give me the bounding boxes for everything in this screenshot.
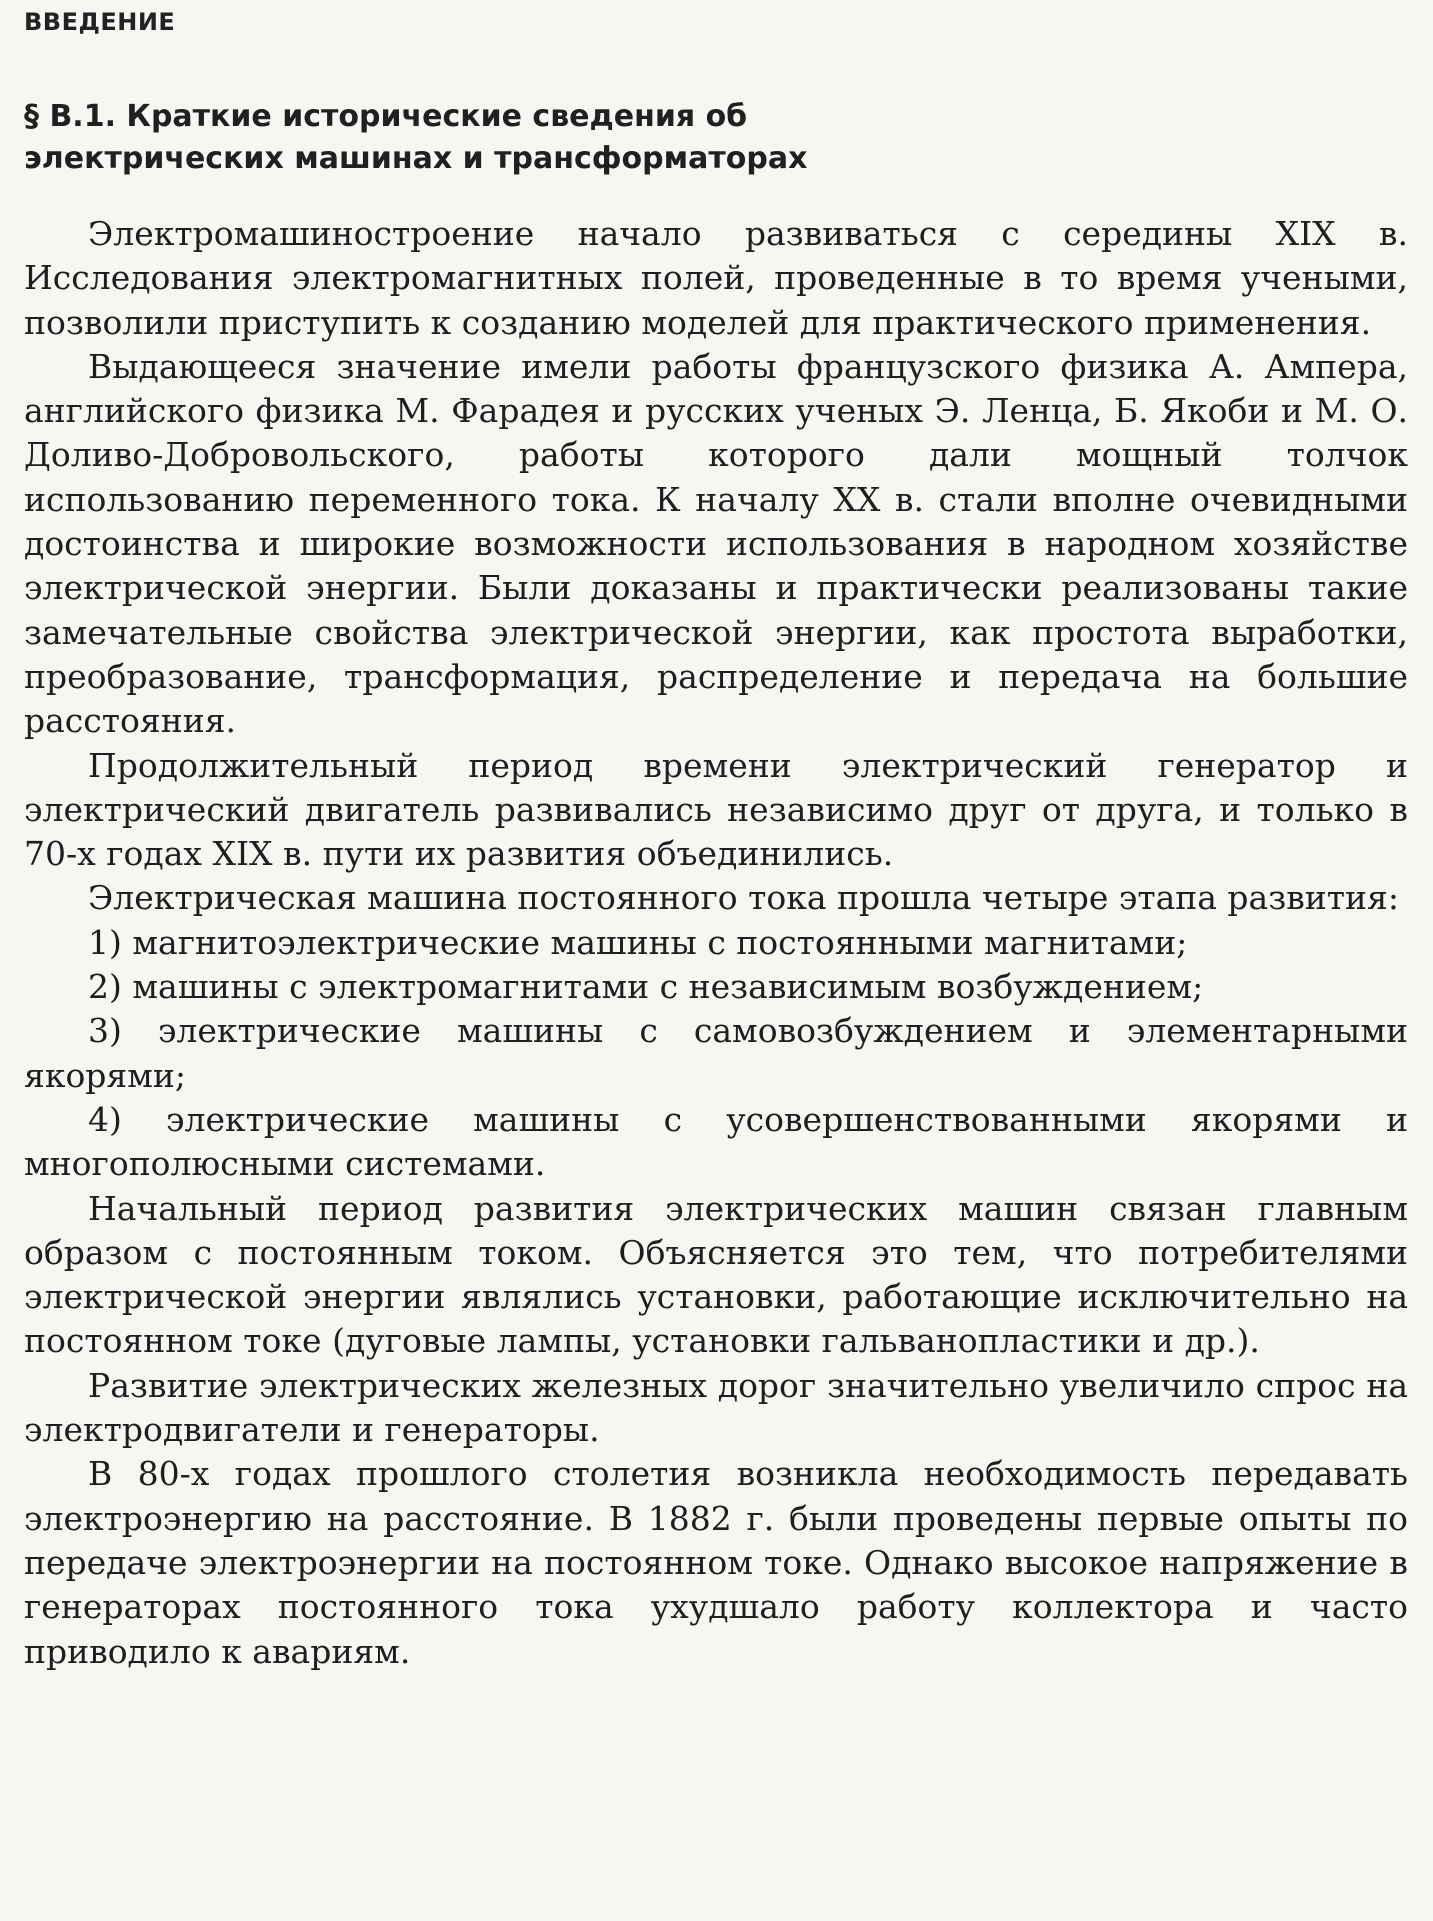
section-heading — [24, 96, 1024, 180]
chapter-title: ВВЕДЕНИЕ — [24, 8, 176, 36]
paragraph: Выдающееся значение имели работы французского физика А. Ампера, английского физика М. Фарадея и русских ученых Э. Ленца, Б. Якоби и М. О. Доливо-Добровольского, работы которого дали мощный толчок использованию переменного тока. К началу XX в. стали вполне очевидными достоинства и широкие возможности использования в народном хозяйстве электрической энергии. Были доказаны и практически реализованы такие замечательные свойства электрической энергии, как простота выработки, преобразование, трансформация, распределение и передача на большие расстояния. — [24, 346, 1408, 741]
paragraph: Электрическая машина постоянного тока прошла четыре этапа развития: — [88, 878, 1399, 918]
list-item: 1) магнитоэлектрические машины с постоянными магнитами; — [88, 922, 1188, 962]
paragraph: Продолжительный период времени электрический генератор и электрический двигатель развивались независимо друг от друга, и только в 70-х годах XIX в. пути их развития объединились. — [24, 745, 1408, 874]
body-text — [24, 212, 1408, 1674]
section-heading-line-1: § В.1. Краткие исторические сведения об — [24, 99, 748, 134]
list-item: 4) электрические машины с усовершенствованными якорями и многополюсными системами. — [24, 1099, 1408, 1184]
paragraph: Электромашиностроение начало развиваться с середины XIX в. Исследования электромагнитных полей, проведенные в то время учеными, позволили приступить к созданию моделей для практического применения. — [24, 214, 1408, 342]
section-heading-line-2: электрических машинах и трансформаторах — [24, 141, 808, 176]
paragraph: В 80-х годах прошлого столетия возникла необходимость передавать электроэнергию на расстояние. В 1882 г. были проведены первые опыты по передаче электроэнергии на постоянном токе. Однако высокое напряжение в генераторах постоянного тока ухудшало работу коллектора и часто приводило к авариям. — [24, 1454, 1408, 1671]
list-item: 2) машины с электромагнитами с независимым возбуждением; — [88, 967, 1204, 1007]
list-item: 3) электрические машины с самовозбуждением и элементарными якорями; — [24, 1011, 1408, 1095]
paragraph: Начальный период развития электрических машин связан главным образом с постоянным током. Объясняется это тем, что потребителями электрической энергии являлись установки, работающие исключительно на постоянном токе (дуговые лампы, установки гальванопластики и др.). — [24, 1188, 1408, 1361]
paragraph: Развитие электрических железных дорог значительно увеличило спрос на электродвигатели и генераторы. — [24, 1365, 1408, 1450]
